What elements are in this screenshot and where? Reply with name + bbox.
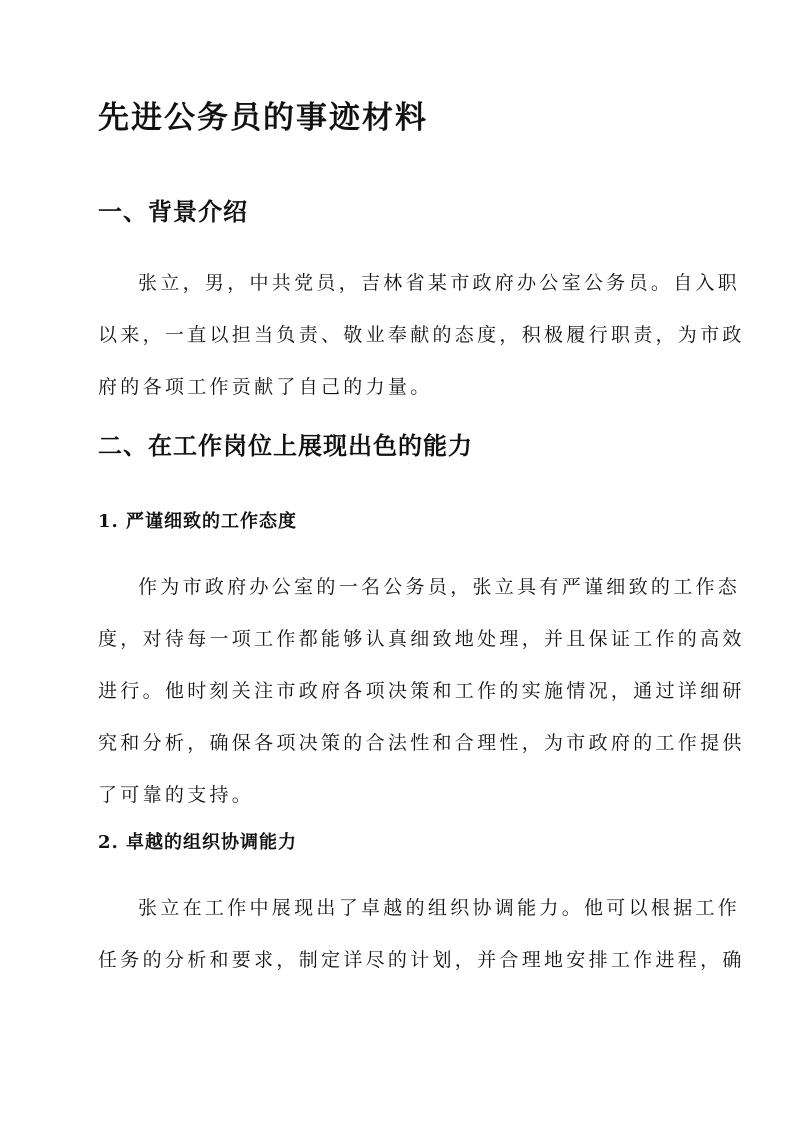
- paragraph-line: 张立，男，中共党员，吉林省某市政府办公室公务员。自入职: [138, 272, 741, 294]
- section-heading-abilities: 二、在工作岗位上展现出色的能力: [98, 431, 473, 460]
- paragraph-coordination: [98, 882, 745, 986]
- paragraph-line: 度，对待每一项工作都能够认真细致地处理，并且保证工作的高效: [98, 628, 745, 650]
- section-heading-background: 一、背景介绍: [98, 197, 248, 226]
- subsection-heading-coordination: 2. 卓越的组织协调能力: [98, 832, 298, 853]
- paragraph-line: 以来，一直以担当负责、敬业奉献的态度，积极履行职责，为市政: [98, 324, 745, 346]
- subsection-heading-attitude: 1. 严谨细致的工作态度: [98, 511, 298, 532]
- paragraph-line: 究和分析，确保各项决策的合法性和合理性，为市政府的工作提供: [98, 732, 745, 754]
- document-title: 先进公务员的事迹材料: [98, 100, 428, 136]
- paragraph-line: 了可靠的支持。: [98, 784, 255, 806]
- paragraph-line: 任务的分析和要求，制定详尽的计划，并合理地安排工作进程，确: [98, 949, 745, 971]
- paragraph-attitude: [98, 561, 745, 821]
- paragraph-line: 府的各项工作贡献了自己的力量。: [98, 376, 433, 398]
- paragraph-line: 作为市政府办公室的一名公务员，张立具有严谨细致的工作态: [138, 576, 741, 598]
- paragraph-line: 张立在工作中展现出了卓越的组织协调能力。他可以根据工作: [138, 897, 741, 919]
- paragraph-background: [98, 257, 745, 413]
- paragraph-line: 进行。他时刻关注市政府各项决策和工作的实施情况，通过详细研: [98, 680, 745, 702]
